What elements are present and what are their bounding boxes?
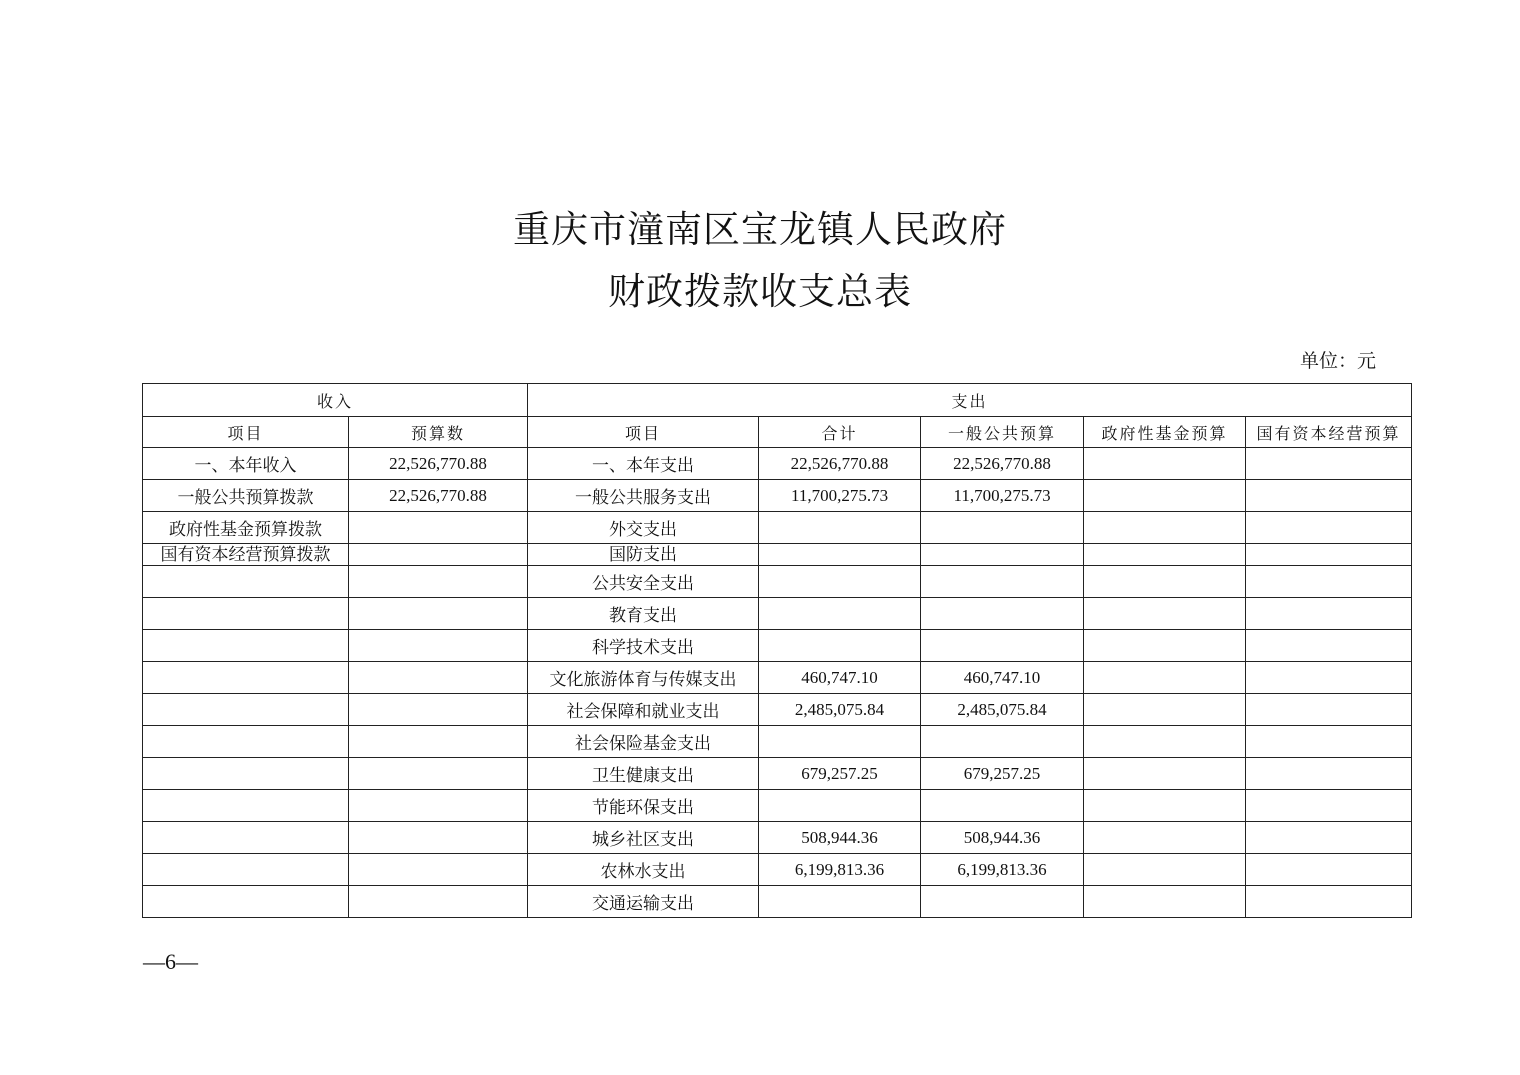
table-cell: [1084, 758, 1246, 790]
table-cell: [1246, 790, 1412, 822]
table-row: [143, 544, 1412, 566]
table-cell: [143, 662, 349, 694]
table-row: [143, 822, 1412, 854]
table-cell: 一般公共预算拨款: [143, 480, 349, 512]
table-cell: [759, 886, 921, 918]
table-cell: [1246, 758, 1412, 790]
table-cell: [349, 726, 528, 758]
table-cell: [349, 512, 528, 544]
table-cell: [759, 790, 921, 822]
table-cell: 农林水支出: [528, 854, 759, 886]
table-cell: [1246, 512, 1412, 544]
table-body: [143, 384, 1412, 918]
table-row: [143, 790, 1412, 822]
table-row: [143, 480, 1412, 512]
table-row: [143, 854, 1412, 886]
table-cell: [1084, 886, 1246, 918]
table-cell: 国有资本经营预算拨款: [143, 544, 349, 566]
table-cell: 交通运输支出: [528, 886, 759, 918]
table-cell: [1084, 630, 1246, 662]
table-cell: 国防支出: [528, 544, 759, 566]
table-cell: [1084, 566, 1246, 598]
table-row: [143, 726, 1412, 758]
table-cell: [1246, 854, 1412, 886]
table-row: [143, 662, 1412, 694]
table-cell: [921, 726, 1084, 758]
column-header-row: [143, 417, 1412, 448]
expenditure-group-header: 支出: [528, 384, 1412, 417]
table-cell: [1084, 822, 1246, 854]
table-cell: [349, 790, 528, 822]
table-cell: 节能环保支出: [528, 790, 759, 822]
table-cell: 22,526,770.88: [349, 448, 528, 480]
document-subtitle: 财政拨款收支总表: [608, 270, 912, 313]
table-cell: [143, 726, 349, 758]
table-cell: 6,199,813.36: [759, 854, 921, 886]
table-cell: 外交支出: [528, 512, 759, 544]
table-cell: [1084, 544, 1246, 566]
table-cell: 科学技术支出: [528, 630, 759, 662]
table-cell: 460,747.10: [759, 662, 921, 694]
column-header: 政府性基金预算: [1084, 417, 1246, 448]
table-cell: [143, 598, 349, 630]
table-cell: [349, 886, 528, 918]
table-cell: [921, 512, 1084, 544]
table-row: [143, 694, 1412, 726]
column-header: 项目: [143, 417, 349, 448]
table-cell: [1246, 566, 1412, 598]
document-title: 重庆市潼南区宝龙镇人民政府: [513, 208, 1007, 251]
table-row: [143, 512, 1412, 544]
table-cell: 政府性基金预算拨款: [143, 512, 349, 544]
table-cell: [921, 790, 1084, 822]
table-cell: 2,485,075.84: [759, 694, 921, 726]
table-cell: [1084, 512, 1246, 544]
table-cell: 公共安全支出: [528, 566, 759, 598]
table-cell: 城乡社区支出: [528, 822, 759, 854]
table-cell: 一、本年支出: [528, 448, 759, 480]
table-cell: [1246, 630, 1412, 662]
table-cell: [1084, 726, 1246, 758]
table-cell: 社会保障和就业支出: [528, 694, 759, 726]
column-header: 一般公共预算: [921, 417, 1084, 448]
table-cell: [349, 854, 528, 886]
table-cell: [349, 544, 528, 566]
table-cell: [143, 758, 349, 790]
table-row: [143, 598, 1412, 630]
table-cell: [143, 630, 349, 662]
table-cell: 社会保险基金支出: [528, 726, 759, 758]
table-cell: [1246, 886, 1412, 918]
table-cell: [143, 694, 349, 726]
table-cell: [1246, 726, 1412, 758]
table-cell: 11,700,275.73: [921, 480, 1084, 512]
table-cell: [349, 822, 528, 854]
table-cell: [1246, 448, 1412, 480]
table-cell: 679,257.25: [921, 758, 1084, 790]
column-header: 预算数: [349, 417, 528, 448]
table-cell: [921, 566, 1084, 598]
table-cell: [759, 726, 921, 758]
table-cell: [349, 598, 528, 630]
table-cell: [1084, 790, 1246, 822]
table-cell: [143, 886, 349, 918]
table-cell: [1084, 480, 1246, 512]
table-cell: 22,526,770.88: [921, 448, 1084, 480]
table-cell: 460,747.10: [921, 662, 1084, 694]
table-cell: [349, 630, 528, 662]
table-cell: 一、本年收入: [143, 448, 349, 480]
table-cell: 卫生健康支出: [528, 758, 759, 790]
table-cell: 22,526,770.88: [759, 448, 921, 480]
table-row: [143, 758, 1412, 790]
table-cell: 679,257.25: [759, 758, 921, 790]
income-group-header: 收入: [143, 384, 528, 417]
table-cell: [759, 598, 921, 630]
column-header: 合计: [759, 417, 921, 448]
table-cell: [1084, 598, 1246, 630]
table-row: [143, 630, 1412, 662]
table-cell: [349, 566, 528, 598]
page-number: —6—: [143, 949, 198, 974]
table-cell: [1084, 448, 1246, 480]
table-cell: [759, 566, 921, 598]
table-cell: [349, 694, 528, 726]
table-cell: 文化旅游体育与传媒支出: [528, 662, 759, 694]
table-cell: 508,944.36: [921, 822, 1084, 854]
column-header: 项目: [528, 417, 759, 448]
table-cell: 11,700,275.73: [759, 480, 921, 512]
table-cell: [921, 886, 1084, 918]
table-cell: [1246, 694, 1412, 726]
table-cell: [921, 598, 1084, 630]
table-cell: 2,485,075.84: [921, 694, 1084, 726]
table-cell: [1084, 662, 1246, 694]
table-cell: [349, 662, 528, 694]
table-row: [143, 886, 1412, 918]
table-cell: [759, 630, 921, 662]
table-cell: [1084, 854, 1246, 886]
table-cell: 6,199,813.36: [921, 854, 1084, 886]
table-row: [143, 448, 1412, 480]
column-header: 国有资本经营预算: [1246, 417, 1412, 448]
table-cell: 一般公共服务支出: [528, 480, 759, 512]
table-cell: [759, 544, 921, 566]
table-cell: [143, 854, 349, 886]
group-header-row: [143, 384, 1412, 417]
table-cell: [143, 790, 349, 822]
table-cell: [1084, 694, 1246, 726]
table-cell: [349, 758, 528, 790]
table-cell: [143, 566, 349, 598]
table-cell: [1246, 662, 1412, 694]
table-cell: [921, 544, 1084, 566]
unit-label: 单位：元: [1300, 350, 1377, 372]
table-cell: [1246, 598, 1412, 630]
table-cell: 教育支出: [528, 598, 759, 630]
table-cell: 22,526,770.88: [349, 480, 528, 512]
table-cell: [1246, 480, 1412, 512]
table-cell: 508,944.36: [759, 822, 921, 854]
budget-summary-table: [142, 383, 1412, 918]
table-row: [143, 566, 1412, 598]
table-cell: [921, 630, 1084, 662]
table-cell: [759, 512, 921, 544]
table-cell: [1246, 544, 1412, 566]
table-cell: [1246, 822, 1412, 854]
table-cell: [143, 822, 349, 854]
